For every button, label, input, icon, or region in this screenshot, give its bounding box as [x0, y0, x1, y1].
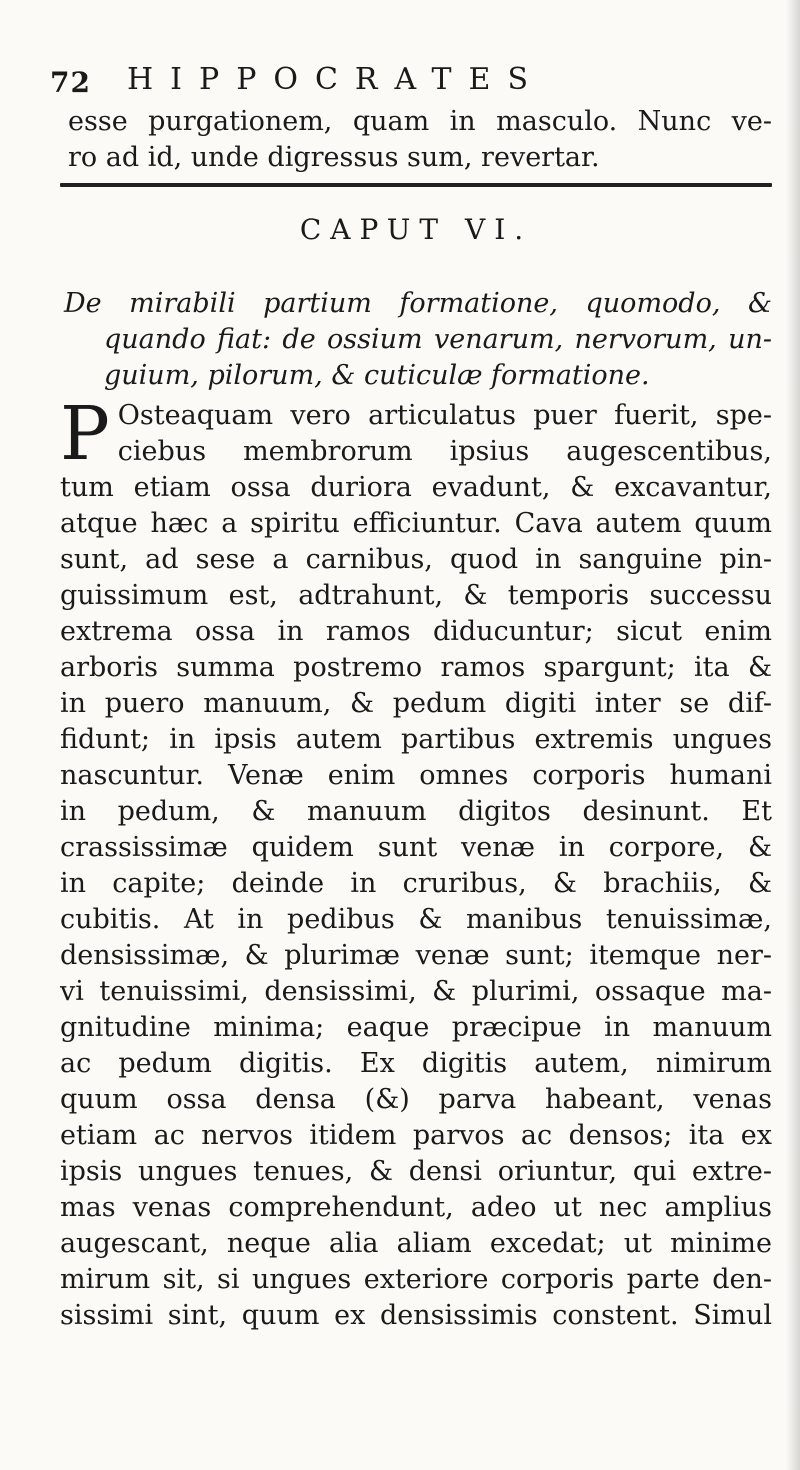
section-divider-rule	[60, 183, 772, 187]
page-edge-shadow	[786, 0, 800, 1470]
text-line: guissimum est, adtrahunt, & temporis successu	[60, 580, 772, 611]
body-paragraph	[60, 391, 772, 1334]
text-line: cubitis. At in pedibus & manibus tenuissimæ,	[60, 904, 772, 935]
text-line: ac pedum digitis. Ex digitis autem, nimirum	[60, 1048, 772, 1079]
intro-paragraph	[60, 104, 772, 176]
text-line: tum etiam ossa duriora evadunt, & excavantur,	[60, 472, 772, 503]
text-line: mirum sit, si ungues exteriore corporis parte den-	[60, 1264, 772, 1295]
text-line: in puero manuum, & pedum digiti inter se dif-	[60, 688, 772, 719]
text-line: etiam ac nervos itidem parvos ac densos; ita ex	[60, 1120, 772, 1151]
text-line: sunt, ad sese a carnibus, quod in sanguine pin-	[60, 544, 772, 575]
running-title: HIPPOCRATES	[127, 62, 546, 97]
text-line: vi tenuissimi, densissimi, & plurimi, ossaque ma-	[60, 976, 772, 1007]
text-line: ro ad id, unde digressus sum, revertar.	[68, 142, 600, 173]
text-line: quum ossa densa (&) parva habeant, venas	[60, 1084, 772, 1115]
text-line: fidunt; in ipsis autem partibus extremis ungues	[60, 724, 772, 755]
text-line: gnitudine minima; eaque præcipue in manuum	[60, 1012, 772, 1043]
text-line: sissimi sint, quum ex densissimis constent. Simul	[60, 1300, 772, 1331]
text-line: crassissimæ quidem sunt venæ in corpore, &	[60, 832, 772, 863]
summary-line: quando fiat: de ossium venarum, nervorum, un-	[104, 324, 772, 355]
summary-line: guium, pilorum, & cuticulæ formatione.	[104, 360, 650, 391]
page-number: 72	[50, 66, 91, 99]
text-line: densissimæ, & plurimæ venæ sunt; itemque ner-	[60, 940, 772, 971]
body-lines	[60, 470, 772, 1334]
text-line: Osteaquam vero articulatus puer fuerit, spe-	[117, 400, 772, 431]
text-line: arboris summa postremo ramos spargunt; ita &	[60, 652, 772, 683]
text-line: atque hæc a spiritu efficiuntur. Cava autem quum	[60, 508, 772, 539]
text-line: augescant, neque alia aliam excedat; ut minime	[60, 1228, 772, 1259]
text-line: in capite; deinde in cruribus, & brachiis, &	[60, 868, 772, 899]
text-line: nascuntur. Venæ enim omnes corporis humani	[60, 760, 772, 791]
chapter-heading: CAPUT VI.	[299, 213, 533, 246]
summary-line: De mirabili partium formatione, quomodo, &	[64, 288, 772, 319]
text-line: ciebus membrorum ipsius augescentibus,	[117, 436, 772, 467]
chapter-summary	[64, 286, 772, 394]
text-line: in pedum, & manuum digitos desinunt. Et	[60, 796, 772, 827]
text-line: ipsis ungues tenues, & densi oriuntur, qui extre-	[60, 1156, 772, 1187]
text-line: esse purgationem, quam in masculo. Nunc ve-	[68, 106, 772, 137]
text-line: extrema ossa in ramos diducuntur; sicut enim	[60, 616, 772, 647]
running-head	[50, 62, 770, 102]
drop-cap: P	[60, 391, 110, 477]
text-line: mas venas comprehendunt, adeo ut nec amplius	[60, 1192, 772, 1223]
